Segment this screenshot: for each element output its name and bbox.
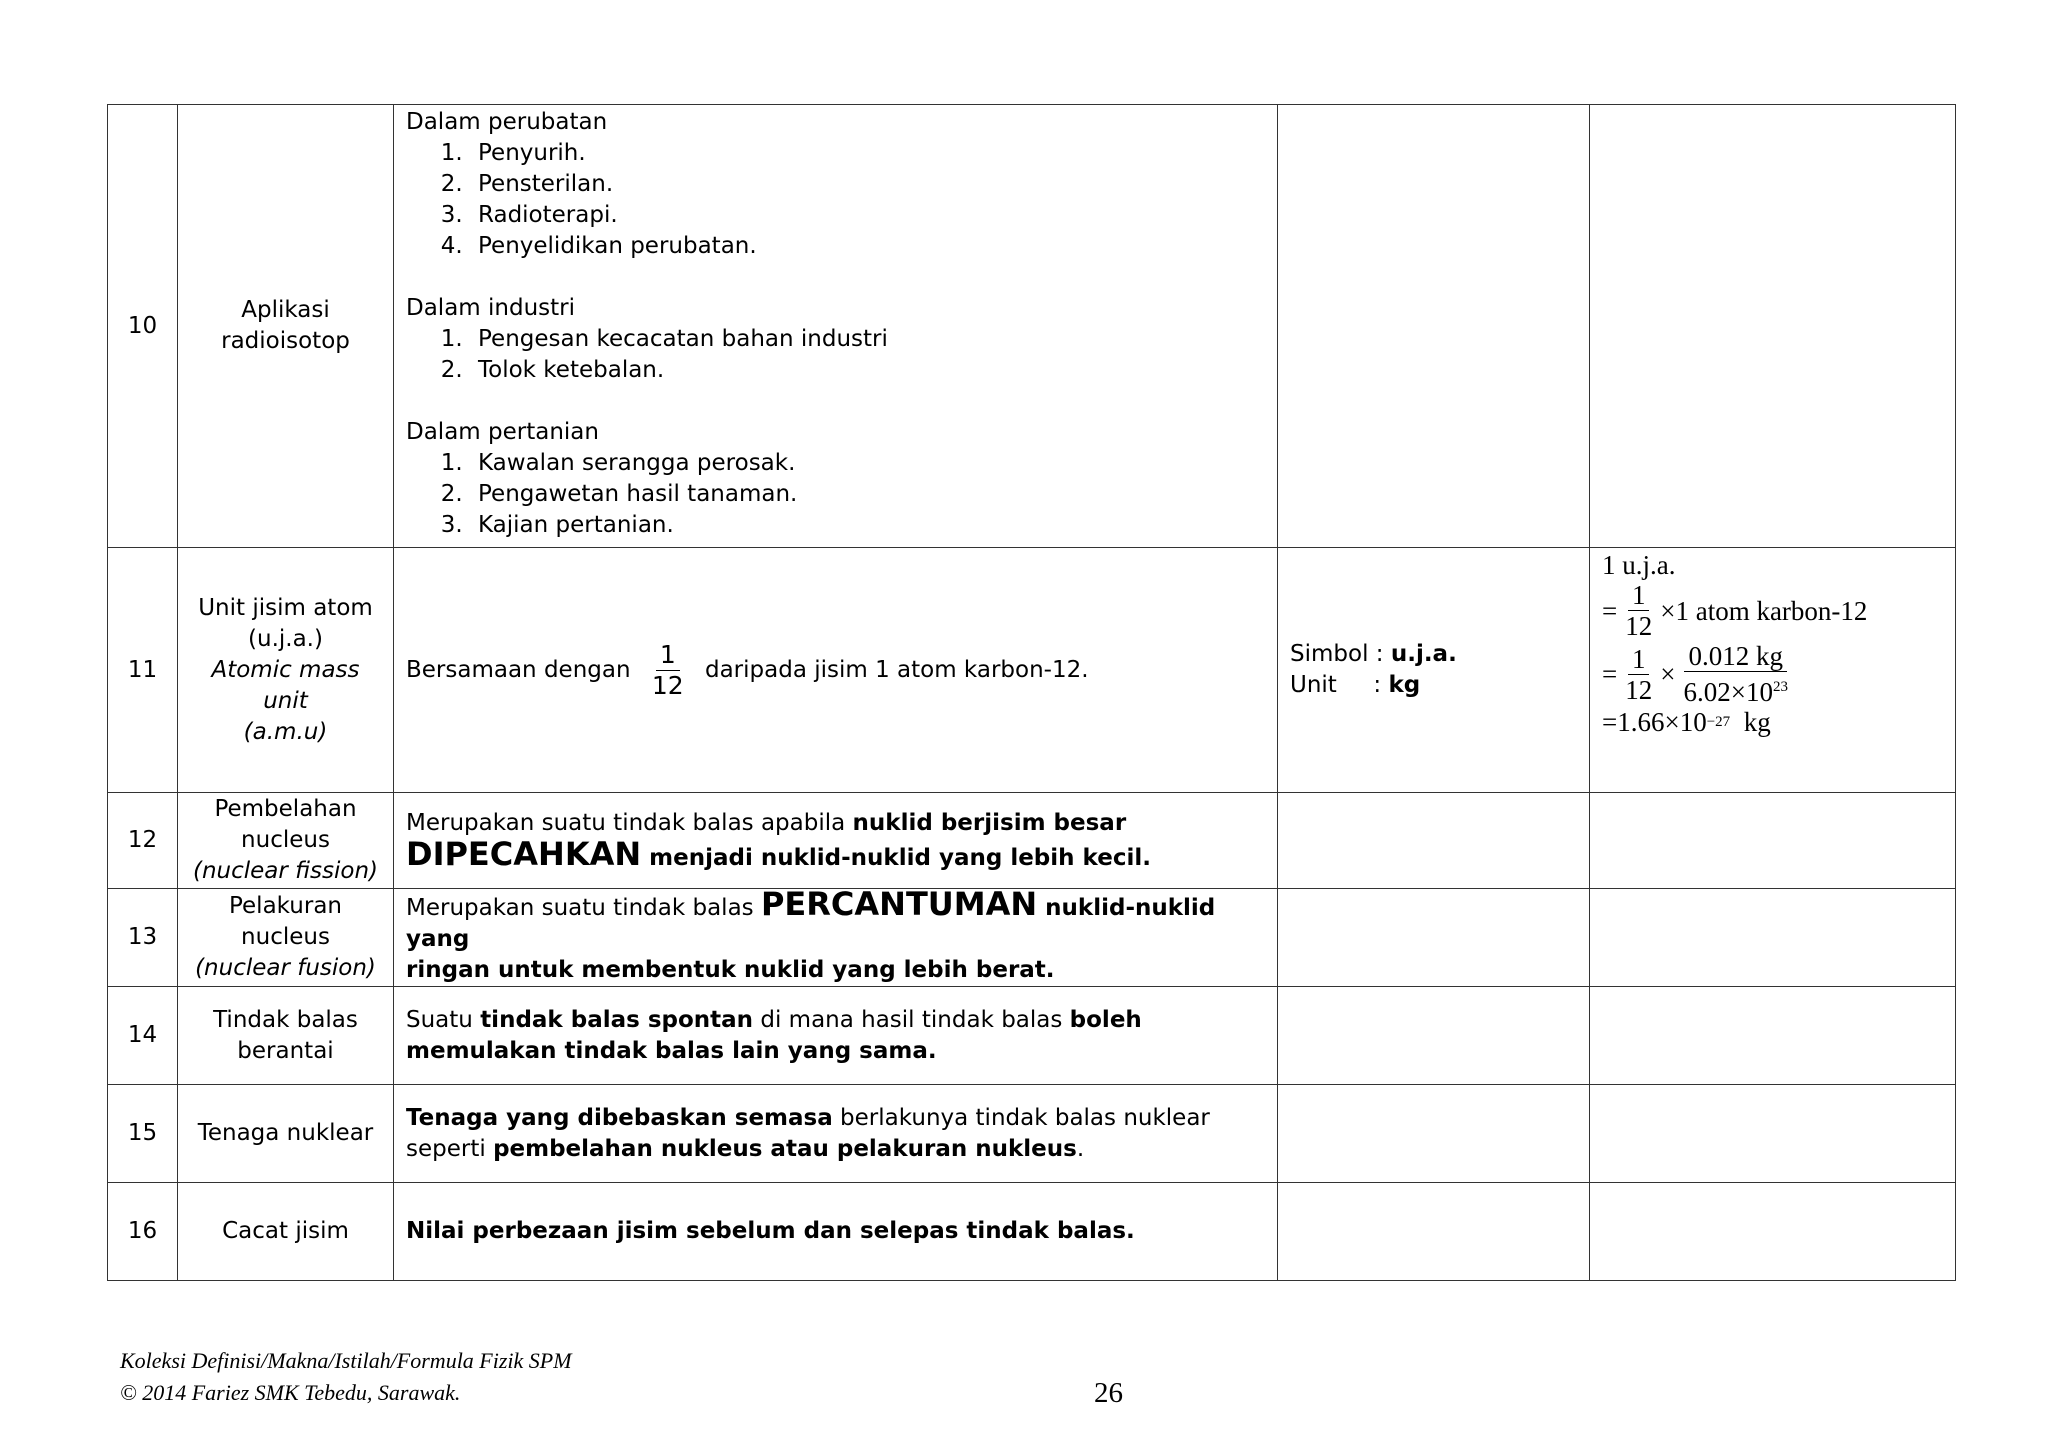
term-line: Atomic mass <box>211 656 360 683</box>
definition-emphasis: menjadi nuklid-nuklid yang lebih kecil. <box>641 844 1151 871</box>
term-line: (nuclear fusion) <box>195 955 376 981</box>
list-item: 1. Kawalan serangga perosak. <box>470 448 1265 479</box>
definition-cell <box>394 987 1278 1085</box>
fraction-numerator: 1 <box>656 640 680 671</box>
fraction-denominator: 12 <box>1625 674 1653 705</box>
symbol-cell <box>1278 548 1590 793</box>
result-value: =1.66×10 <box>1602 707 1707 737</box>
definition-keyword: DIPECAHKAN <box>406 834 642 873</box>
term-cell <box>178 987 394 1085</box>
row-number: 16 <box>108 1183 178 1281</box>
fraction <box>1621 580 1656 641</box>
list-item: 1. Penyurih. <box>470 138 1265 169</box>
page-footer <box>120 1345 572 1409</box>
symbol-cell <box>1278 793 1590 889</box>
formula-cell <box>1590 987 1956 1085</box>
term-cell <box>178 548 394 793</box>
formula-cell <box>1590 793 1956 889</box>
footer-copyright: © 2014 Fariez SMK Tebedu, Sarawak. <box>120 1380 461 1405</box>
formula-cell <box>1590 889 1956 987</box>
fraction-denominator: 12 <box>651 670 684 700</box>
symbol-cell <box>1278 1183 1590 1281</box>
fraction-denominator: 12 <box>1625 611 1653 641</box>
unit-label: Unit : <box>1290 672 1389 698</box>
symbol-label: Simbol : <box>1290 641 1391 667</box>
term-line: (nuclear fission) <box>192 858 378 884</box>
term-cell <box>178 105 394 548</box>
footer-title: Koleksi Definisi/Makna/Istilah/Formula Fizik SPM <box>120 1348 572 1373</box>
definition-emphasis: pembelahan nukleus atau pelakuran nukleus <box>493 1135 1077 1162</box>
list-item: 3. Radioterapi. <box>470 200 1265 231</box>
list-item: 1. Pengesan kecacatan bahan industri <box>470 324 1265 355</box>
row-number: 15 <box>108 1085 178 1183</box>
row-number: 13 <box>108 889 178 987</box>
group-heading: Dalam industri <box>406 295 575 321</box>
formula-cell <box>1590 105 1956 548</box>
term-line: (u.j.a.) <box>248 625 323 652</box>
definition-text: daripada jisim 1 atom karbon-12. <box>704 656 1089 683</box>
page-number: 26 <box>1094 1377 1123 1409</box>
table-row <box>108 1183 1956 1281</box>
term-line: Pelakuran <box>228 893 342 919</box>
definition-text: . <box>1076 1135 1085 1162</box>
fraction-numerator: 1 <box>1628 644 1650 675</box>
term-line: radioisotop <box>221 328 350 354</box>
definition-emphasis: Nilai perbezaan jisim sebelum dan selepas tindak balas. <box>406 1218 1135 1244</box>
definition-text: Bersamaan dengan <box>406 656 631 683</box>
definition-emphasis: memulakan tindak balas lain yang sama. <box>406 1037 937 1064</box>
table-row <box>108 105 1956 548</box>
definition-text: Merupakan suatu tindak balas <box>406 895 761 921</box>
term-line: Unit jisim atom <box>198 594 373 621</box>
definition-text: Suatu <box>406 1006 481 1033</box>
times-sign: × <box>1660 659 1676 689</box>
formula-cell <box>1590 548 1956 793</box>
definition-emphasis: tindak balas spontan <box>480 1006 754 1033</box>
group-heading: Dalam pertanian <box>406 419 599 445</box>
equals-sign: = <box>1602 659 1618 689</box>
symbol-value: u.j.a. <box>1390 641 1457 667</box>
definition-emphasis: ringan untuk membentuk nuklid yang lebih berat. <box>406 957 1055 983</box>
definition-text: di mana hasil tindak balas <box>753 1006 1070 1033</box>
row-number: 14 <box>108 987 178 1085</box>
table-row <box>108 793 1956 889</box>
exponent: −27 <box>1706 714 1731 730</box>
table-row <box>108 987 1956 1085</box>
definition-emphasis: Tenaga yang dibebaskan semasa <box>406 1104 833 1131</box>
term-line: Tindak balas <box>213 1006 358 1033</box>
denominator-base: 6.02×10 <box>1683 677 1773 707</box>
term-line: Aplikasi <box>241 297 330 323</box>
term-cell <box>178 1183 394 1281</box>
definition-text: seperti <box>406 1135 494 1162</box>
row-number: 11 <box>108 548 178 793</box>
symbol-cell <box>1278 1085 1590 1183</box>
calc-line <box>1602 641 1943 707</box>
fraction <box>1621 644 1656 705</box>
definition-cell <box>394 885 1278 987</box>
unit-value: kg <box>1388 672 1421 698</box>
definition-table <box>107 104 1956 1281</box>
equals-sign: = <box>1602 595 1618 626</box>
calc-line: 1 u.j.a. <box>1602 550 1676 580</box>
calc-line <box>1602 580 1943 641</box>
term-cell <box>178 793 394 889</box>
calc-text: ×1 atom karbon-12 <box>1660 595 1868 626</box>
application-list <box>406 138 1265 262</box>
fraction <box>648 640 688 701</box>
definition-emphasis: nuklid-nuklid yang <box>406 895 1216 952</box>
table-row <box>108 1085 1956 1183</box>
term-line: Pembelahan <box>214 796 357 822</box>
definition-cell <box>394 793 1278 889</box>
symbol-cell <box>1278 987 1590 1085</box>
list-item: 4. Penyelidikan perubatan. <box>470 231 1265 262</box>
fraction <box>1679 641 1791 707</box>
row-number: 12 <box>108 793 178 889</box>
definition-cell <box>394 105 1278 548</box>
table-row <box>108 889 1956 987</box>
application-list <box>406 448 1265 541</box>
term-line: Tenaga nuklear <box>197 1120 374 1146</box>
fraction-denominator <box>1679 672 1791 707</box>
definition-cell <box>394 1085 1278 1183</box>
term-line: nucleus <box>241 924 330 950</box>
definition-emphasis: nuklid berjisim besar <box>852 809 1127 836</box>
definition-emphasis: boleh <box>1069 1006 1142 1033</box>
fraction-numerator: 1 <box>1628 580 1650 611</box>
definition-cell <box>394 1183 1278 1281</box>
list-item: 2. Tolok ketebalan. <box>470 355 1265 386</box>
definition-text: berlakunya tindak balas nuklear <box>832 1104 1210 1131</box>
application-list <box>406 324 1265 386</box>
term-line: unit <box>263 687 308 714</box>
term-line: berantai <box>237 1037 334 1064</box>
definition-text: Merupakan suatu tindak balas apabila <box>406 809 853 836</box>
term-line: (a.m.u) <box>243 718 328 745</box>
term-line: Cacat jisim <box>222 1218 349 1244</box>
formula-cell <box>1590 1183 1956 1281</box>
term-line: nucleus <box>241 827 330 853</box>
symbol-cell <box>1278 105 1590 548</box>
formula-cell <box>1590 1085 1956 1183</box>
term-cell <box>178 1085 394 1183</box>
term-cell <box>178 889 394 987</box>
definition-cell <box>394 548 1278 793</box>
symbol-cell <box>1278 889 1590 987</box>
table-row <box>108 548 1956 793</box>
list-item: 2. Pengawetan hasil tanaman. <box>470 479 1265 510</box>
fraction-numerator: 0.012 kg <box>1684 641 1787 672</box>
row-number: 10 <box>108 105 178 548</box>
group-heading: Dalam perubatan <box>406 109 608 135</box>
exponent: 23 <box>1772 679 1788 695</box>
definition-keyword: PERCANTUMAN <box>760 885 1038 923</box>
calc-line <box>1602 707 1943 737</box>
list-item: 3. Kajian pertanian. <box>470 510 1265 541</box>
list-item: 2. Pensterilan. <box>470 169 1265 200</box>
result-unit: kg <box>1743 707 1771 737</box>
